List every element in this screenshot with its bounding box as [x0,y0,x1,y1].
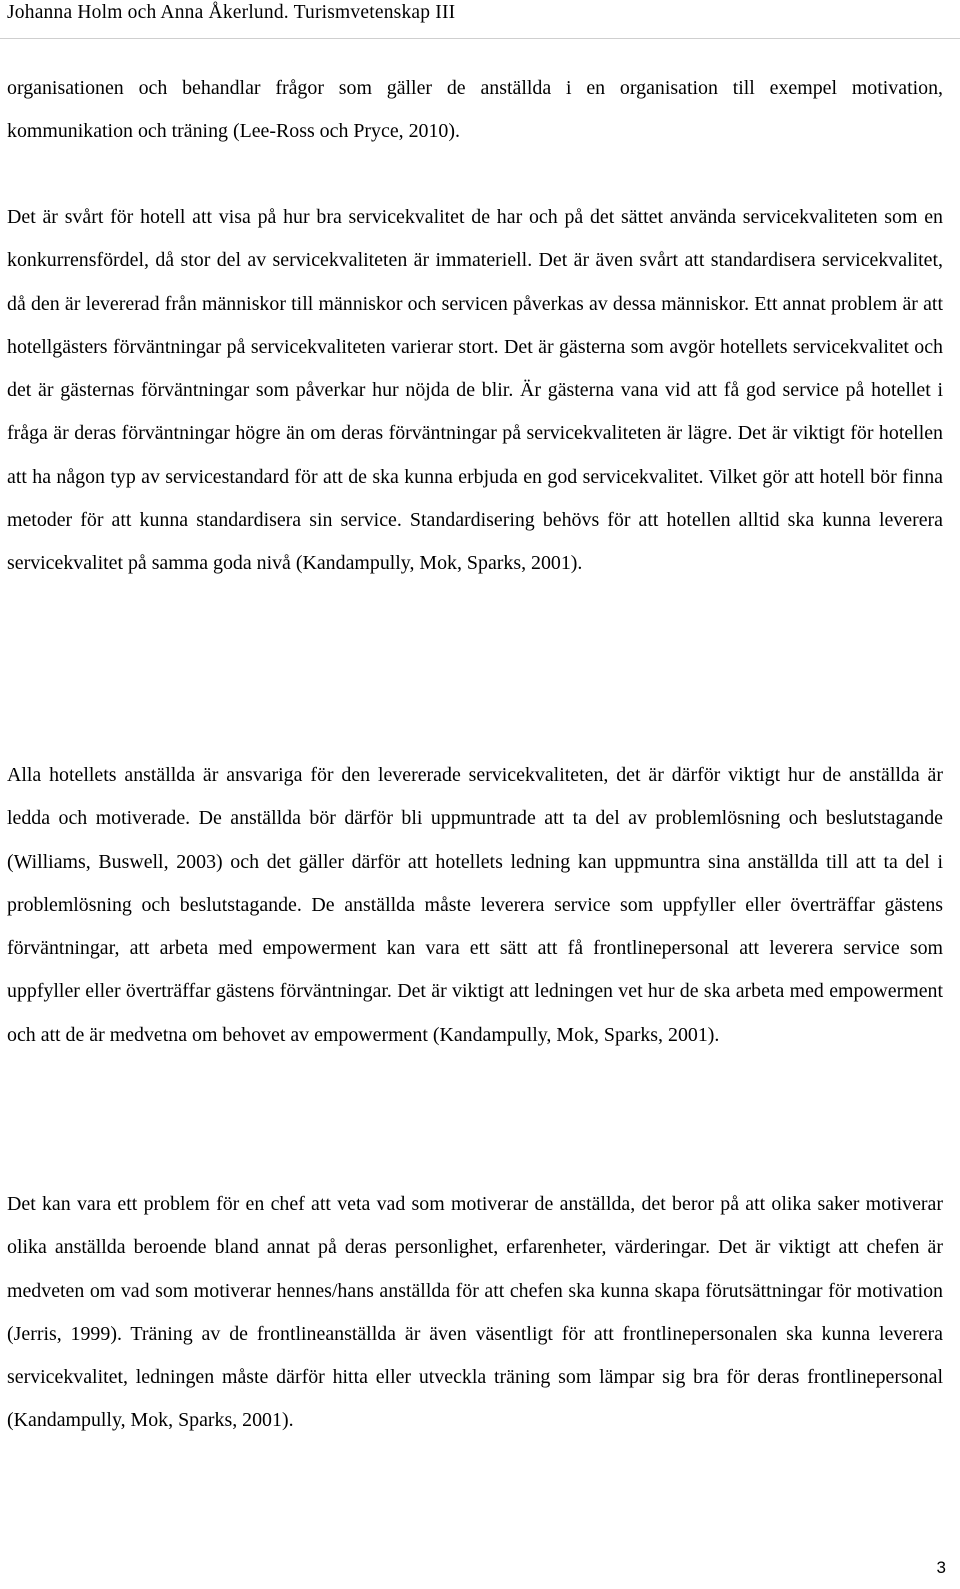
page-number: 3 [936,1558,946,1577]
paragraph-continuation: organisationen och behandlar frågor som gäller de anställda i en organisation till exempel motivation, kommunikation och träning (Lee-Ross och Pryce, 2010). [7,77,943,143]
running-header: Johanna Holm och Anna Åkerlund. Turismvetenskap III [7,2,456,23]
paragraph-motivation: Det kan vara ett problem för en chef att veta vad som motiverar de anställda, det beror på att olika saker motiverar olika anställda beroende bland annat på deras personlighet, erfarenheter, värderingar. Det är viktigt att chefen är medveten om vad som motiverar hennes/hans anställda för att chefen ska kunna skapa förutsättningar för motivation (Jerris, 1999). Träning av de frontlineanställda är även väsentligt för att frontlinepersonalen ska kunna leverera servicekvalitet, ledningen måste därför hitta eller utveckla träning som lämpar sig bra för deras frontlinepersonal (Kandampully, Mok, Sparks, 2001). [7,1193,943,1432]
paragraph-employee-responsibility: Alla hotellets anställda är ansvariga för den levererade servicekvaliteten, det är därför viktigt hur de anställda är ledda och motiverade. De anställda bör därför bli uppmuntrade att ta del av problemlösning och beslutstagande (Williams, Buswell, 2003) och det gäller därför att hotellets ledning kan uppmuntra sina anställda till att ta del i problemlösning och beslutstagande. De anställda måste leverera service som uppfyller eller överträffar gästens förväntningar, att arbeta med empowerment kan vara ett sätt att få frontlinepersonal att leverera service som uppfyller eller överträffar gästens förväntningar. Det är viktigt att ledningen vet hur de ska arbeta med empowerment och att de är medvetna om behovet av empowerment (Kandampully, Mok, Sparks, 2001). [7,764,943,1046]
header-divider [0,38,960,39]
paragraph-service-quality: Det är svårt för hotell att visa på hur bra servicekvalitet de har och på det sättet använda servicekvaliteten som en konkurrensfördel, då stor del av servicekvaliteten är immateriell. Det är även svårt att standardisera servicekvalitet, då den är levererad från människor till människor och servicen påverkas av dessa människor. Ett annat problem är att hotellgästers förväntningar på servicekvaliteten varierar stort. Det är gästerna som avgör hotellets servicekvalitet och det är gästernas förväntningar som påverkar hur nöjda de blir. Är gästerna vana vid att få god service på hotellet i fråga är deras förväntningar högre än om deras förväntningar på servicekvaliteten är lägre. Det är viktigt för hotellen att ha någon typ av servicestandard för att de ska kunna erbjuda en god servicekvalitet. Vilket gör att hotell bör finna metoder för att kunna standardisera sin service. Standardisering behövs för att hotellen alltid ska kunna leverera servicekvalitet på samma goda nivå (Kandampully, Mok, Sparks, 2001). [7,206,943,575]
